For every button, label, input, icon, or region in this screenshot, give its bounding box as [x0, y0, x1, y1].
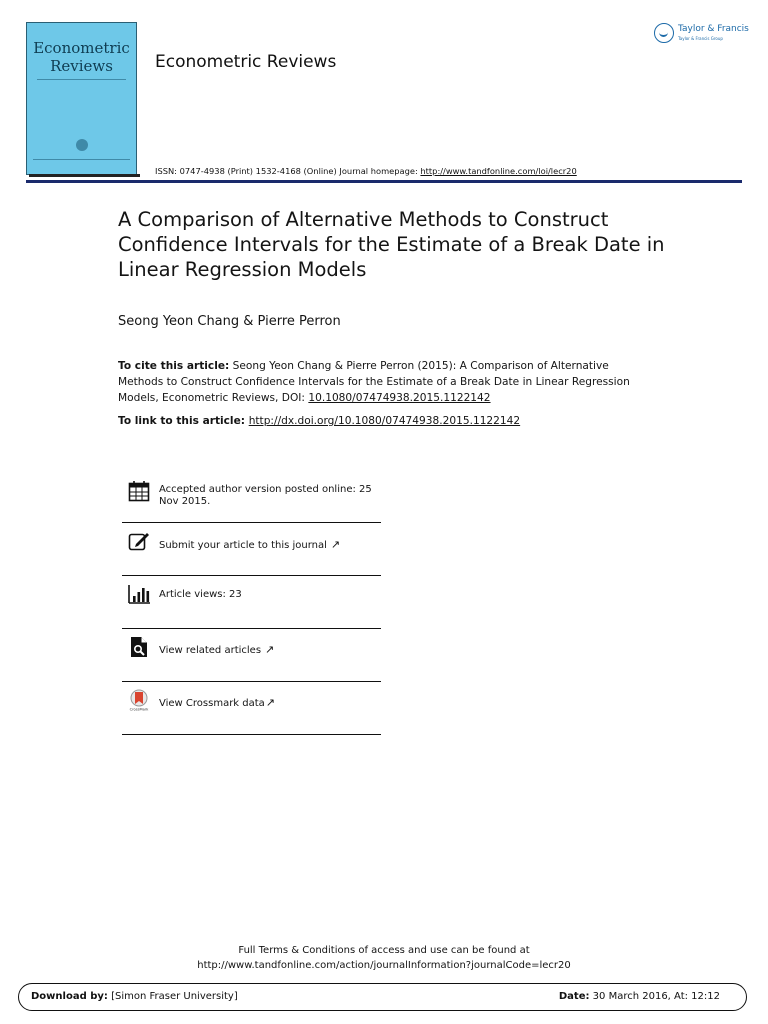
journal-homepage-link[interactable]: http://www.tandfonline.com/loi/lecr20: [420, 166, 577, 176]
download-by: [31, 991, 238, 1002]
citation-block: [118, 358, 638, 406]
terms-line1: Full Terms & Conditions of access and use can be found at: [238, 945, 530, 956]
journal-cover-image[interactable]: [26, 22, 137, 175]
bar-chart-icon: [128, 583, 150, 605]
terms-notice: [0, 943, 768, 973]
svg-text:CrossMark: CrossMark: [129, 707, 149, 711]
download-info-bar: [18, 983, 747, 1011]
cover-title-line2: Reviews: [50, 57, 113, 75]
publisher-subname: Taylor & Francis Group: [678, 36, 723, 41]
article-authors: Seong Yeon Chang & Pierre Perron: [118, 314, 341, 329]
crossmark-label: View Crossmark data: [159, 698, 265, 709]
info-item-submit[interactable]: [122, 522, 381, 576]
article-doi-url[interactable]: http://dx.doi.org/10.1080/07474938.2015.1122142: [248, 415, 521, 427]
cite-text: Seong Yeon Chang & Pierre Perron (2015): A Comparison of Alternative Methods to Construct Confidence Intervals for the Estimate of a Break Date in Linear Regression Models, Econometric Reviews, DOI:: [118, 360, 630, 404]
cite-label: To cite this article:: [118, 360, 230, 372]
search-document-icon: [128, 636, 150, 658]
external-link-icon: ↗: [265, 643, 275, 656]
info-item-accepted: [122, 474, 381, 523]
date-value: 30 March 2016, At: 12:12: [589, 991, 720, 1002]
header-divider: [26, 180, 742, 183]
article-link-line: [118, 415, 520, 427]
cover-shadow: [29, 174, 140, 177]
doi-link[interactable]: 10.1080/07474938.2015.1122142: [308, 392, 491, 404]
info-item-views: [122, 575, 381, 629]
submit-article-link[interactable]: [159, 539, 340, 552]
submit-article-label: Submit your article to this journal: [159, 540, 327, 551]
crossmark-link[interactable]: [159, 697, 275, 710]
cover-rule: [37, 79, 126, 86]
calendar-icon: [128, 480, 150, 502]
issn-text: ISSN: 0747-4938 (Print) 1532-4168 (Online) Journal homepage:: [155, 166, 421, 176]
external-link-icon: ↗: [265, 696, 276, 709]
link-label: To link to this article:: [118, 415, 249, 427]
info-item-crossmark[interactable]: [122, 681, 381, 735]
cover-title: [27, 39, 136, 75]
crossmark-icon: [128, 689, 150, 711]
article-views-text: Article views: 23: [159, 589, 242, 600]
issn-line: [155, 166, 577, 176]
edit-icon: [128, 530, 150, 552]
related-articles-link[interactable]: [159, 644, 274, 657]
info-item-related[interactable]: [122, 628, 381, 682]
cover-title-line1: Econometric: [33, 39, 130, 57]
terms-url[interactable]: http://www.tandfonline.com/action/journalInformation?journalCode=lecr20: [197, 960, 571, 971]
related-articles-label: View related articles: [159, 645, 262, 656]
publisher-name: Taylor & Francis: [678, 24, 749, 34]
download-date: [559, 991, 720, 1002]
accepted-date-text: Accepted author version posted online: 25 Nov 2015.: [159, 484, 372, 507]
journal-name[interactable]: Econometric Reviews: [155, 52, 337, 72]
article-title: A Comparison of Alternative Methods to Construct Confidence Intervals for the Estimate of a Break Date in Linear Regression Models: [118, 208, 665, 281]
cover-footer-rule: [33, 159, 130, 168]
external-link-icon: ↗: [330, 538, 341, 551]
download-label: Download by:: [31, 991, 108, 1002]
date-label: Date:: [558, 991, 590, 1002]
publisher-logo-icon: [654, 23, 674, 43]
download-value: [Simon Fraser University]: [107, 991, 238, 1002]
cover-emblem-icon: [76, 139, 88, 151]
publisher-logo[interactable]: [654, 22, 750, 48]
